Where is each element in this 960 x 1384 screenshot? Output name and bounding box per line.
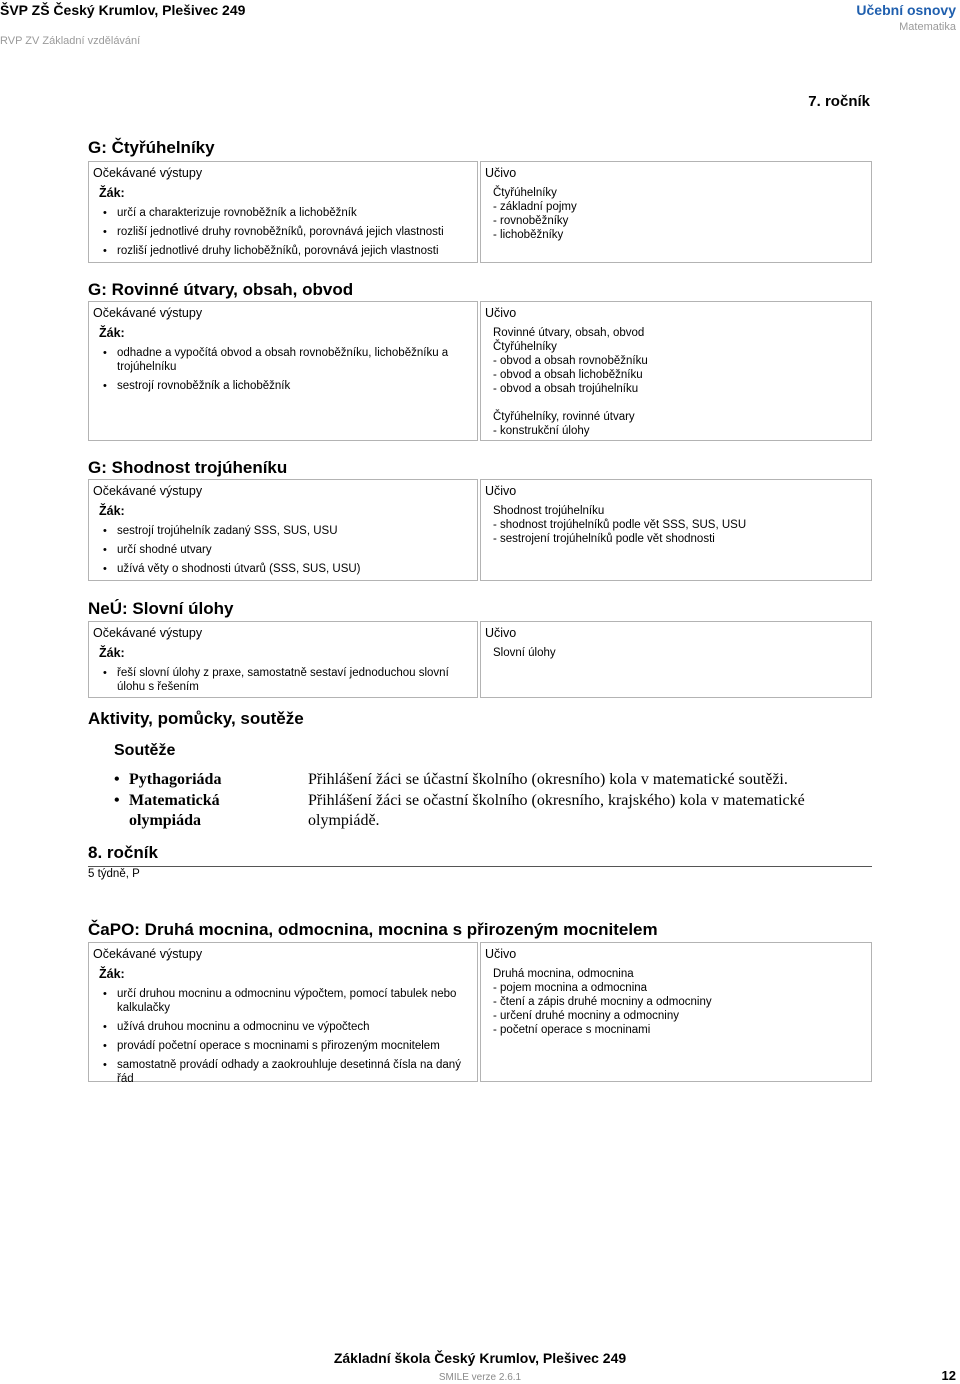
curriculum-item: Čtyřúhelníky (493, 187, 557, 199)
curriculum-item: - sestrojení trojúhelníků podle vět shodnosti (493, 533, 715, 545)
competition-name: Pythagoriáda (129, 771, 222, 788)
header-subject: Matematika (899, 21, 956, 33)
outcome-item: • určí shodné utvary (117, 543, 469, 557)
header-doc-title: Učební osnovy (856, 2, 956, 18)
curriculum-item: - rovnoběžníky (493, 215, 569, 227)
outcomes-box (88, 621, 478, 698)
pupil-label: Žák: (99, 326, 125, 340)
outcome-item: • sestrojí rovnoběžník a lichoběžník (117, 379, 469, 393)
curriculum-list (481, 500, 871, 546)
outcomes-list (89, 666, 477, 694)
curriculum-item: Slovní úlohy (493, 647, 556, 659)
section-title: NeÚ: Slovní úlohy (88, 599, 234, 618)
bullet-icon: • (114, 771, 120, 788)
outcome-item: • sestrojí trojúhelník zadaný SSS, SUS, USU (117, 524, 469, 538)
outcome-item: • provádí početní operace s mocninami s přirozeným mocnitelem (117, 1039, 469, 1053)
curriculum-heading: Učivo (485, 947, 517, 961)
competition-description: Přihlášení žáci se účastní školního (okresního) kola v matematické soutěži. (308, 771, 788, 788)
footer-version: SMILE verze 2.6.1 (438, 1372, 522, 1383)
outcome-item: • rozliší jednotlivé druhy lichoběžníků, porovnává jejich vlastnosti (117, 244, 469, 258)
curriculum-item: - obvod a obsah rovnoběžníku (493, 355, 648, 367)
curriculum-item: - pojem mocnina a odmocnina (493, 982, 648, 994)
outcome-item: • určí druhou mocninu a odmocninu výpočtem, pomocí tabulek nebo kalkulačky (117, 987, 469, 1015)
outcomes-box (88, 161, 478, 263)
curriculum-box (480, 621, 872, 698)
curriculum-item: - obvod a obsah lichoběžníku (493, 369, 643, 381)
grade-8-label: 8. ročník (88, 843, 158, 862)
outcomes-heading: Očekávané výstupy (93, 484, 203, 498)
competition-item (114, 791, 244, 831)
curriculum-item: Druhá mocnina, odmocnina (493, 968, 634, 980)
outcomes-box (88, 301, 478, 441)
page-number: 12 (941, 1368, 956, 1383)
curriculum-list (481, 963, 871, 1037)
curriculum-item: - základní pojmy (493, 201, 577, 213)
curriculum-list (481, 322, 871, 438)
curriculum-item: Čtyřúhelníky, rovinné útvary (493, 411, 635, 423)
grade-7-label: 7. ročník (808, 93, 870, 110)
section-title: G: Shodnost trojúheníku (88, 458, 288, 477)
outcomes-box (88, 479, 478, 581)
curriculum-item: - obvod a obsah trojúhelníku (493, 383, 639, 395)
curriculum-box (480, 942, 872, 1082)
outcomes-list (89, 346, 477, 393)
pupil-label: Žák: (99, 646, 125, 660)
curriculum-item: - početní operace s mocninami (493, 1024, 651, 1036)
outcome-item: • samostatně provádí odhady a zaokrouhluje desetinná čísla na daný řád (117, 1058, 469, 1086)
curriculum-item: - čtení a zápis druhé mocniny a odmocniny (493, 996, 712, 1008)
curriculum-item: - lichoběžníky (493, 229, 564, 241)
curriculum-list (481, 182, 871, 242)
curriculum-item: - shodnost trojúhelníků podle vět SSS, SUS, USU (493, 519, 747, 531)
curriculum-item: Rovinné útvary, obsah, obvod (493, 327, 645, 339)
pupil-label: Žák: (99, 967, 125, 981)
curriculum-heading: Učivo (485, 306, 517, 320)
outcomes-heading: Očekávané výstupy (93, 626, 203, 640)
curriculum-heading: Učivo (485, 166, 517, 180)
competition-description: Přihlášení žáci se očastní školního (okresního, krajského) kola v matematické olympiádě. (308, 792, 805, 829)
pupil-label: Žák: (99, 186, 125, 200)
pupil-label: Žák: (99, 504, 125, 518)
grade-divider (88, 866, 872, 867)
outcomes-heading: Očekávané výstupy (93, 947, 203, 961)
curriculum-box (480, 301, 872, 441)
curriculum-item: - určení druhé mocniny a odmocniny (493, 1010, 680, 1022)
section-title: G: Čtyřúhelníky (88, 138, 215, 157)
outcomes-list (89, 524, 477, 576)
outcome-item: • rozliší jednotlivé druhy rovnoběžníků, porovnává jejich vlastnosti (117, 225, 469, 239)
outcome-item: • užívá věty o shodnosti útvarů (SSS, SUS, USU) (117, 562, 469, 576)
outcomes-list (89, 987, 477, 1086)
curriculum-heading: Učivo (485, 484, 517, 498)
section-title: ČaPO: Druhá mocnina, odmocnina, mocnina s přirozeným mocnitelem (88, 920, 658, 939)
curriculum-box (480, 161, 872, 263)
outcome-item: • užívá druhou mocninu a odmocninu ve výpočtech (117, 1020, 469, 1034)
outcomes-list (89, 206, 477, 258)
curriculum-item: Čtyřúhelníky (493, 341, 557, 353)
curriculum-heading: Učivo (485, 626, 517, 640)
curriculum-item (493, 396, 871, 410)
outcomes-box (88, 942, 478, 1085)
section-title: G: Rovinné útvary, obsah, obvod (88, 280, 354, 299)
outcome-item: • řeší slovní úlohy z praxe, samostatně sestaví jednoduchou slovní úlohu s řešením (117, 666, 469, 694)
header-subtitle: RVP ZV Základní vzdělávání (0, 35, 141, 47)
curriculum-list (481, 642, 871, 660)
grade-8-hours: 5 týdně, P (88, 868, 140, 880)
competitions-title: Soutěže (114, 742, 176, 759)
footer-school: Základní škola Český Krumlov, Plešivec 249 (333, 1350, 627, 1366)
header-school: ŠVP ZŠ Český Krumlov, Plešivec 249 (0, 2, 246, 18)
competition-name: Matematická olympiáda (129, 792, 220, 829)
bullet-icon: • (114, 792, 120, 809)
curriculum-item: Shodnost trojúhelníku (493, 505, 605, 517)
competition-item (114, 770, 294, 790)
outcomes-heading: Očekávané výstupy (93, 166, 203, 180)
outcome-item: • odhadne a vypočítá obvod a obsah rovnoběžníku, lichoběžníku a trojúhelníku (117, 346, 469, 374)
activities-title: Aktivity, pomůcky, soutěže (88, 709, 304, 728)
curriculum-item: - konstrukční úlohy (493, 425, 590, 437)
curriculum-box (480, 479, 872, 581)
outcomes-heading: Očekávané výstupy (93, 306, 203, 320)
outcome-item: • určí a charakterizuje rovnoběžník a lichoběžník (117, 206, 469, 220)
